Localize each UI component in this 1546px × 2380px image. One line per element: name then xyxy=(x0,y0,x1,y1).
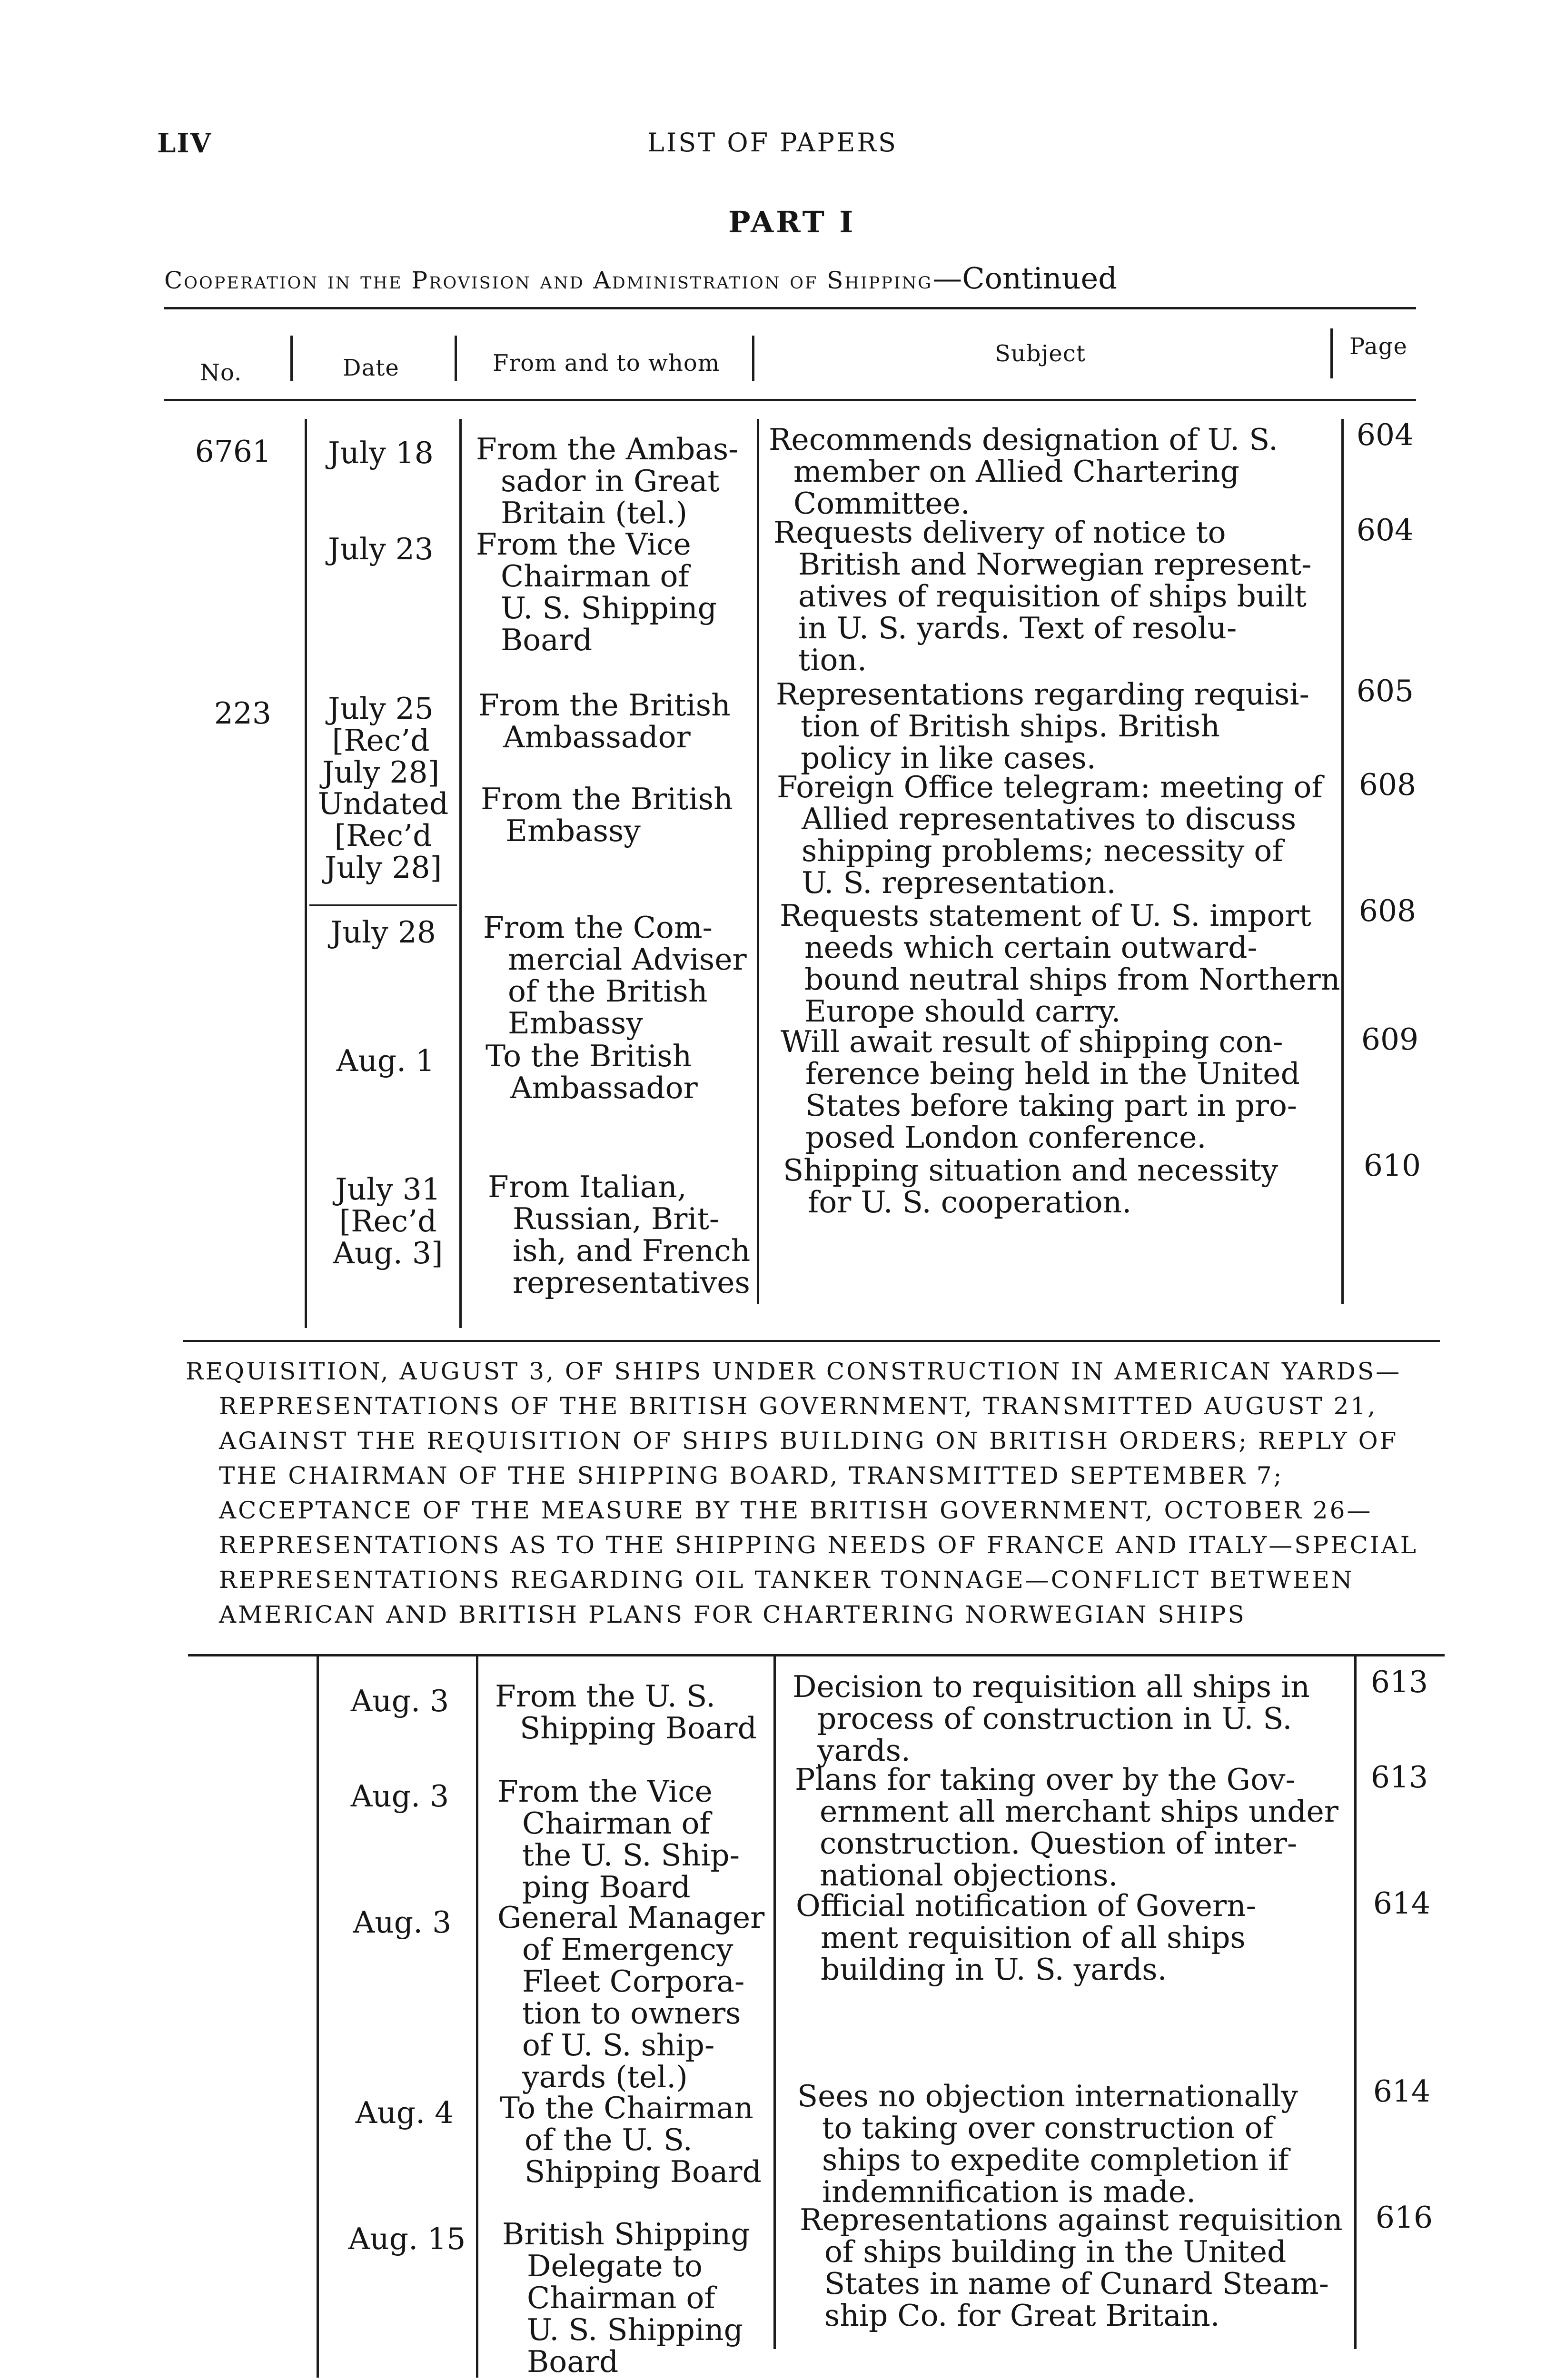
table1-divider xyxy=(757,419,759,1304)
doc-from: To the Chairman of the U. S. Shipping Board xyxy=(500,2091,762,2189)
subheading: REQUISITION, AUGUST 3, OF SHIPS UNDER CONSTRUCTION IN AMERICAN YARDS—REPRESENTATIONS OF THE BRITISH GOVERNMENT, TRANSMITTED AUGUST 21, AGAINST THE REQUISITION OF SHIPS BUILDING ON BRITISH ORDERS; REPLY OF THE CHAIRMAN OF THE SHIPPING BOARD, TRANSMITTED SEPTEMBER 7; ACCEPTANCE OF THE MEASURE BY THE BRITISH GOVERNMENT, OCTOBER 26—REPRESENTATIONS AS TO THE SHIPPING NEEDS OF FRANCE AND ITALY—SPECIAL REPRESENTATIONS REGARDING OIL TANKER TONNAGE—CONFLICT BETWEEN AMERICAN AND BRITISH PLANS FOR CHARTERING NORWEGIAN SHIPS xyxy=(186,1358,1418,1628)
continued-label: —Continued xyxy=(932,261,1117,296)
page-roman-numeral: LIV xyxy=(157,128,212,159)
doc-subject: Plans for taking over by the Gov- ernment all merchant ships under construction. Question of inter- national objections. xyxy=(795,1762,1338,1893)
table1-divider xyxy=(1330,328,1333,378)
doc-from: From the Vice Chairman of U. S. Shipping Board xyxy=(476,527,717,657)
date-separator-rule xyxy=(309,904,457,906)
doc-subject: Will await result of shipping con- ference being held in the United States before taking part in pro- posed London conference. xyxy=(781,1024,1300,1155)
table2-divider xyxy=(317,1654,319,2378)
doc-date: July 23 xyxy=(328,532,434,566)
col-header-page: Page xyxy=(1349,333,1407,360)
doc-date: Aug. 3 xyxy=(353,1905,452,1940)
doc-page: 608 xyxy=(1358,767,1417,802)
table1-header-rule xyxy=(164,399,1416,401)
doc-date: July 31 [Rec’d Aug. 3] xyxy=(333,1172,443,1270)
part-title: PART I xyxy=(728,205,856,239)
running-title: LIST OF PAPERS xyxy=(647,128,898,158)
doc-page: 605 xyxy=(1356,674,1414,708)
doc-subject: Decision to requisition all ships in process of construction in U. S. yards. xyxy=(793,1669,1310,1768)
doc-from: To the British Ambassador xyxy=(486,1039,698,1105)
doc-from: From the U. S. Shipping Board xyxy=(495,1679,757,1745)
doc-page: 609 xyxy=(1361,1022,1419,1057)
table2-divider xyxy=(773,1654,776,2349)
doc-subject: Requests delivery of notice to British and Norwegian represent- atives of requisition of ships built in U. S. yards. Text of resolu- tion. xyxy=(773,515,1312,677)
doc-date: July 18 xyxy=(328,436,434,470)
doc-from: From the Vice Chairman of the U. S. Ship- ping Board xyxy=(497,1774,740,1904)
doc-date: Aug. 4 xyxy=(355,2095,454,2130)
section-rule xyxy=(183,1340,1440,1342)
doc-subject: Sees no objection internationally to taking over construction of ships to expedite completion if indemnification is made. xyxy=(797,2079,1298,2209)
doc-number: 223 xyxy=(214,696,271,731)
table1-divider xyxy=(305,419,307,1328)
doc-subject: Shipping situation and necessity for U. S. cooperation. xyxy=(783,1153,1278,1220)
doc-date: July 25 [Rec’d July 28] xyxy=(322,691,440,790)
doc-subject: Official notification of Govern- ment requisition of all ships building in U. S. yards. xyxy=(796,1888,1256,1987)
doc-page: 608 xyxy=(1358,893,1417,928)
doc-from: General Manager of Emergency Fleet Corpora- tion to owners of U. S. ship- yards (tel.) xyxy=(497,1900,765,2094)
doc-date: Undated [Rec’d July 28] xyxy=(317,786,449,885)
col-header-no: No. xyxy=(200,359,242,386)
table1-divider xyxy=(1341,419,1344,1304)
table1-divider xyxy=(290,336,293,381)
doc-number: 6761 xyxy=(195,434,271,469)
doc-from: From the Com- mercial Adviser of the British Embassy xyxy=(483,910,747,1041)
doc-page: 613 xyxy=(1370,1760,1428,1795)
doc-subject: Foreign Office telegram: meeting of Allied representatives to discuss shipping problems; necessity of U. S. representation. xyxy=(777,770,1323,900)
doc-from: From the British Embassy xyxy=(481,782,733,848)
doc-date: Aug. 3 xyxy=(350,1779,449,1814)
table1-top-rule xyxy=(164,307,1416,309)
doc-page: 614 xyxy=(1373,2074,1431,2109)
doc-subject: Representations against requisition of ships building in the United States in name of Cunard Steam- ship Co. for Great Britain. xyxy=(800,2202,1343,2333)
doc-date: Aug. 1 xyxy=(336,1043,435,1078)
doc-page: 616 xyxy=(1375,2200,1433,2235)
doc-subject: Recommends designation of U. S. member on Allied Chartering Committee. xyxy=(769,422,1278,521)
doc-subject: Representations regarding requisi- tion of British ships. British policy in like cases. xyxy=(776,677,1309,775)
doc-page: 614 xyxy=(1373,1886,1431,1921)
doc-date: July 28 xyxy=(330,915,436,950)
doc-from: From the British Ambassador xyxy=(478,688,731,754)
doc-from: British Shipping Delegate to Chairman of U. S. Shipping Board xyxy=(502,2217,750,2379)
col-header-subject: Subject xyxy=(995,340,1086,367)
doc-date: Aug. 3 xyxy=(350,1684,449,1718)
doc-page: 604 xyxy=(1356,513,1414,547)
doc-date: Aug. 15 xyxy=(348,2221,466,2256)
doc-subject: Requests statement of U. S. import needs which certain outward- bound neutral ships from Northern Europe should carry. xyxy=(780,898,1340,1029)
table2-top-rule xyxy=(188,1654,1445,1656)
doc-page: 613 xyxy=(1370,1665,1428,1699)
doc-from: From the Ambas- sador in Great Britain (tel.) xyxy=(476,432,739,530)
col-header-from: From and to whom xyxy=(493,350,720,377)
section-heading xyxy=(164,261,1421,296)
doc-from: From Italian, Russian, Brit- ish, and French representatives xyxy=(488,1170,751,1300)
section-title: Cooperation in the Provision and Administration of Shipping xyxy=(164,267,933,294)
doc-page: 604 xyxy=(1356,417,1414,452)
table1-divider xyxy=(459,419,462,1328)
table2-divider xyxy=(1354,1654,1357,2349)
table1-divider xyxy=(752,336,754,381)
table2-divider xyxy=(476,1654,478,2378)
col-header-date: Date xyxy=(343,355,399,381)
table1-divider xyxy=(455,336,457,381)
doc-page: 610 xyxy=(1363,1148,1421,1183)
